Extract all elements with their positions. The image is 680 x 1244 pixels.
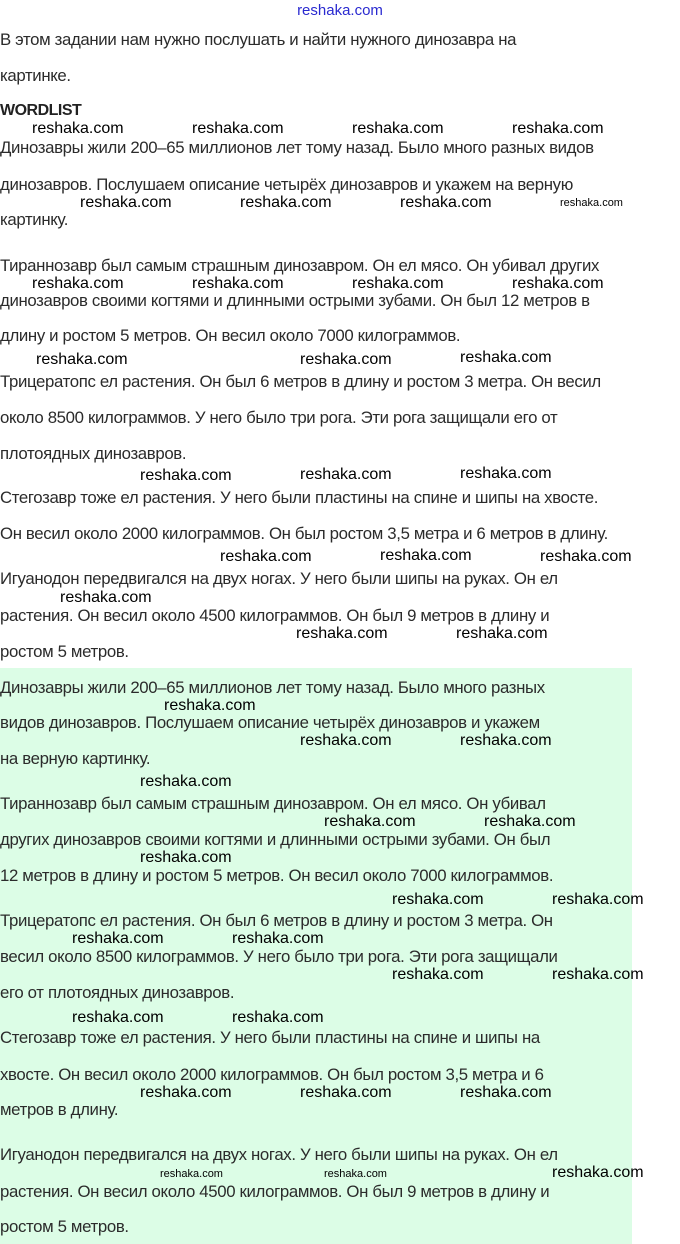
watermark: reshaka.com: [192, 120, 284, 137]
intro-line: картинке.: [0, 66, 71, 85]
watermark: reshaka.com: [192, 275, 284, 292]
watermark: reshaka.com: [296, 625, 388, 642]
watermark: reshaka.com: [324, 1168, 387, 1180]
watermark: reshaka.com: [560, 197, 623, 209]
watermark: reshaka.com: [32, 120, 124, 137]
watermark: reshaka.com: [140, 1084, 232, 1101]
translation-line: метров в длину.: [0, 1100, 119, 1119]
watermark: reshaka.com: [60, 589, 152, 606]
watermark: reshaka.com: [380, 547, 472, 564]
translation-line: весил около 8500 килограммов. У него было три рога. Эти рога защищали: [0, 947, 558, 966]
translation-line: Игуанодон передвигался на двух ногах. У него были шипы на руках. Он ел: [0, 1145, 558, 1164]
text-line: Он весил около 2000 килограммов. Он был ростом 3,5 метра и 6 метров в длину.: [0, 524, 608, 543]
watermark: reshaka.com: [36, 351, 128, 368]
watermark: reshaka.com: [300, 732, 392, 749]
watermark: reshaka.com: [460, 465, 552, 482]
watermark: reshaka.com: [300, 1084, 392, 1101]
translation-line: растения. Он весил около 4500 килограммов. Он был 9 метров в длину и: [0, 1182, 550, 1201]
translation-line: его от плотоядных динозавров.: [0, 983, 235, 1002]
translation-line: на верную картинку.: [0, 749, 151, 768]
text-line: плотоядных динозавров.: [0, 444, 187, 463]
watermark: reshaka.com: [160, 1168, 223, 1180]
text-line: Стегозавр тоже ел растения. У него были пластины на спине и шипы на хвосте.: [0, 488, 599, 507]
watermark: reshaka.com: [392, 891, 484, 908]
intro-line: В этом задании нам нужно послушать и найти нужного динозавра на: [0, 30, 517, 49]
watermark: reshaka.com: [232, 1009, 324, 1026]
watermark: reshaka.com: [400, 194, 492, 211]
watermark: reshaka.com: [32, 275, 124, 292]
watermark: reshaka.com: [352, 275, 444, 292]
translation-line: Стегозавр тоже ел растения. У него были пластины на спине и шипы на: [0, 1028, 540, 1047]
watermark: reshaka.com: [552, 966, 644, 983]
text-line: Игуанодон передвигался на двух ногах. У него были шипы на руках. Он ел: [0, 569, 558, 588]
watermark: reshaka.com: [460, 1084, 552, 1101]
wordlist-heading: WORDLIST: [0, 102, 82, 119]
watermark: reshaka.com: [392, 966, 484, 983]
watermark: reshaka.com: [552, 891, 644, 908]
watermark: reshaka.com: [72, 1009, 164, 1026]
translation-line: других динозавров своими когтями и длинными острыми зубами. Он был: [0, 830, 551, 849]
watermark: reshaka.com: [80, 194, 172, 211]
watermark: reshaka.com: [240, 194, 332, 211]
text-line: Трицератопс ел растения. Он был 6 метров в длину и ростом 3 метра. Он весил: [0, 372, 601, 391]
watermark: reshaka.com: [140, 773, 232, 790]
watermark: reshaka.com: [324, 813, 416, 830]
watermark: reshaka.com: [552, 1164, 644, 1181]
text-line: динозавров. Послушаем описание четырёх динозавров и укажем на верную: [0, 175, 573, 194]
text-line: ростом 5 метров.: [0, 642, 129, 661]
watermark: reshaka.com: [232, 930, 324, 947]
watermark: reshaka.com: [140, 849, 232, 866]
text-line: картинку.: [0, 210, 69, 229]
watermark: reshaka.com: [540, 548, 632, 565]
text-line: Тираннозавр был самым страшным динозавром. Он ел мясо. Он убивал других: [0, 256, 600, 275]
translation-line: Трицератопс ел растения. Он был 6 метров в длину и ростом 3 метра. Он: [0, 911, 553, 930]
watermark: reshaka.com: [72, 930, 164, 947]
translation-line: 12 метров в длину и ростом 5 метров. Он весил около 7000 килограммов.: [0, 866, 554, 885]
watermark: reshaka.com: [460, 732, 552, 749]
text-line: около 8500 килограммов. У него было три рога. Эти рога защищали его от: [0, 408, 558, 427]
translation-line: видов динозавров. Послушаем описание четырёх динозавров и укажем: [0, 713, 540, 732]
translation-line: Динозавры жили 200–65 миллионов лет тому назад. Было много разных: [0, 678, 545, 697]
translation-line: Тираннозавр был самым страшным динозавром. Он ел мясо. Он убивал: [0, 794, 546, 813]
watermark: reshaka.com: [456, 625, 548, 642]
watermark: reshaka.com: [352, 120, 444, 137]
watermark: reshaka.com: [460, 349, 552, 366]
site-header-link[interactable]: reshaka.com: [297, 2, 383, 19]
watermark: reshaka.com: [512, 275, 604, 292]
watermark: reshaka.com: [300, 466, 392, 483]
translation-line: ростом 5 метров.: [0, 1217, 129, 1236]
text-line: длину и ростом 5 метров. Он весил около 7000 килограммов.: [0, 326, 461, 345]
text-line: Динозавры жили 200–65 миллионов лет тому назад. Было много разных видов: [0, 138, 594, 157]
watermark: reshaka.com: [220, 548, 312, 565]
text-line: растения. Он весил около 4500 килограммов. Он был 9 метров в длину и: [0, 606, 550, 625]
translation-line: хвосте. Он весил около 2000 килограммов. Он был ростом 3,5 метра и 6: [0, 1065, 544, 1084]
watermark: reshaka.com: [140, 467, 232, 484]
watermark: reshaka.com: [164, 697, 256, 714]
watermark: reshaka.com: [300, 351, 392, 368]
watermark: reshaka.com: [484, 813, 576, 830]
text-line: динозавров своими когтями и длинными острыми зубами. Он был 12 метров в: [0, 291, 590, 310]
watermark: reshaka.com: [512, 120, 604, 137]
